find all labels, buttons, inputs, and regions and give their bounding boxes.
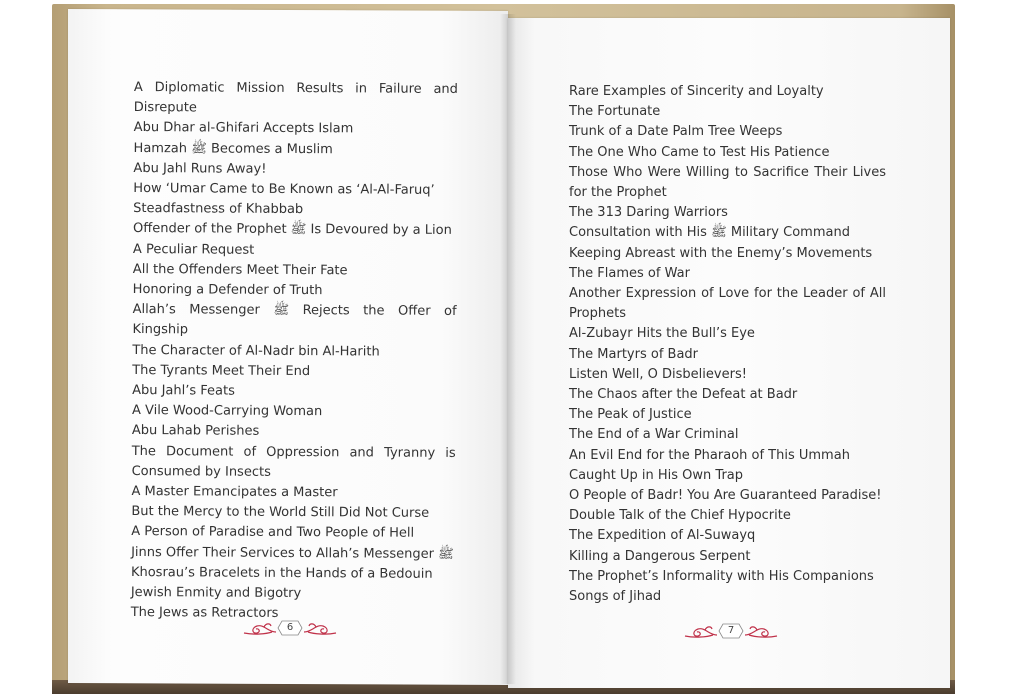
page-number-ornament-right: [683, 621, 779, 641]
toc-entry: Another Expression of Love for the Leader of All Prophets: [569, 286, 886, 322]
toc-entry: Hamzah ﷺ Becomes a Muslim: [133, 140, 333, 157]
toc-entry: A Diplomatic Mission Results in Failure and Disrepute: [133, 79, 458, 116]
toc-entry: A Vile Wood-Carrying Woman: [131, 403, 323, 420]
toc-entry: Abu Jahl’s Feats: [132, 383, 235, 399]
toc-entry: Khosrau’s Bracelets in the Hands of a Bedouin: [130, 564, 433, 582]
toc-entry: The Flames of War: [569, 265, 690, 281]
page-number: 7: [727, 625, 735, 636]
toc-entry: A Master Emancipates a Master: [131, 484, 338, 501]
toc-entry: Listen Well, O Disbelievers!: [569, 366, 747, 382]
toc-entry: How ‘Umar Came to Be Known as ‘Al-Al-Faruq’: [133, 181, 435, 198]
toc-entry: Double Talk of the Chief Hypocrite: [569, 508, 791, 524]
toc-entry: The Peak of Justice: [569, 407, 692, 423]
toc-entry: Abu Lahab Perishes: [131, 423, 260, 440]
toc-entry: Honoring a Defender of Truth: [132, 282, 323, 299]
toc-entry: Abu Dhar al-Ghifari Accepts Islam: [133, 120, 354, 137]
toc-entry: Jinns Offer Their Services to Allah’s Messenger ﷺ: [131, 544, 454, 562]
toc-entry: O People of Badr! You Are Guaranteed Paradise!: [569, 488, 882, 504]
toc-entry: Offender of the Prophet ﷺ Is Devoured by a Lion: [133, 221, 452, 239]
toc-entry: Keeping Abreast with the Enemy’s Movements: [569, 245, 873, 261]
toc-entry: A Peculiar Request: [132, 241, 255, 258]
book-spine: [500, 14, 516, 684]
toc-entry: Abu Jahl Runs Away!: [133, 160, 267, 177]
toc-entry: The End of a War Criminal: [569, 427, 739, 443]
toc-entry: The Martyrs of Badr: [569, 346, 699, 362]
toc-entry: The Jews as Retractors: [130, 605, 279, 622]
toc-entry: The 313 Daring Warriors: [569, 205, 728, 221]
toc-entry: Killing a Dangerous Serpent: [569, 548, 751, 564]
toc-entry: Jewish Enmity and Bigotry: [130, 585, 302, 602]
left-page-toc: [131, 78, 458, 625]
page-number: 6: [286, 622, 294, 633]
toc-entry: The Fortunate: [569, 104, 661, 120]
toc-entry: The Prophet’s Informality with His Companions: [569, 568, 874, 584]
toc-entry: All the Offenders Meet Their Fate: [132, 261, 348, 279]
right-page-toc: [569, 82, 886, 607]
toc-entry: The Expedition of Al-Suwayq: [569, 528, 756, 544]
toc-entry: Songs of Jihad: [569, 589, 662, 605]
toc-entry: The One Who Came to Test His Patience: [569, 144, 830, 160]
toc-entry: Rare Examples of Sincerity and Loyalty: [569, 84, 824, 99]
toc-entry: Consultation with His ﷺ Military Command: [569, 225, 850, 241]
toc-entry: Caught Up in His Own Trap: [569, 467, 744, 483]
toc-entry: The Document of Oppression and Tyranny is Consumed by Insects: [131, 443, 456, 480]
toc-entry: The Tyrants Meet Their End: [132, 362, 311, 379]
toc-entry: A Person of Paradise and Two People of Hell: [131, 524, 415, 542]
toc-entry: But the Mercy to the World Still Did Not Curse: [131, 504, 430, 522]
toc-entry: The Chaos after the Defeat at Badr: [569, 387, 798, 403]
toc-entry: An Evil End for the Pharaoh of This Ummah: [569, 447, 850, 463]
page-number-ornament-left: [242, 618, 338, 638]
toc-entry: Allah’s Messenger ﷺ Rejects the Offer of Kingship: [132, 302, 457, 338]
toc-entry: The Character of Al-Nadr bin Al-Harith: [132, 342, 380, 360]
toc-entry: Those Who Were Willing to Sacrifice Their Lives for the Prophet: [569, 164, 886, 201]
toc-entry: Steadfastness of Khabbab: [133, 201, 304, 218]
toc-entry: Al-Zubayr Hits the Bull’s Eye: [569, 326, 755, 342]
toc-entry: Trunk of a Date Palm Tree Weeps: [569, 124, 783, 140]
